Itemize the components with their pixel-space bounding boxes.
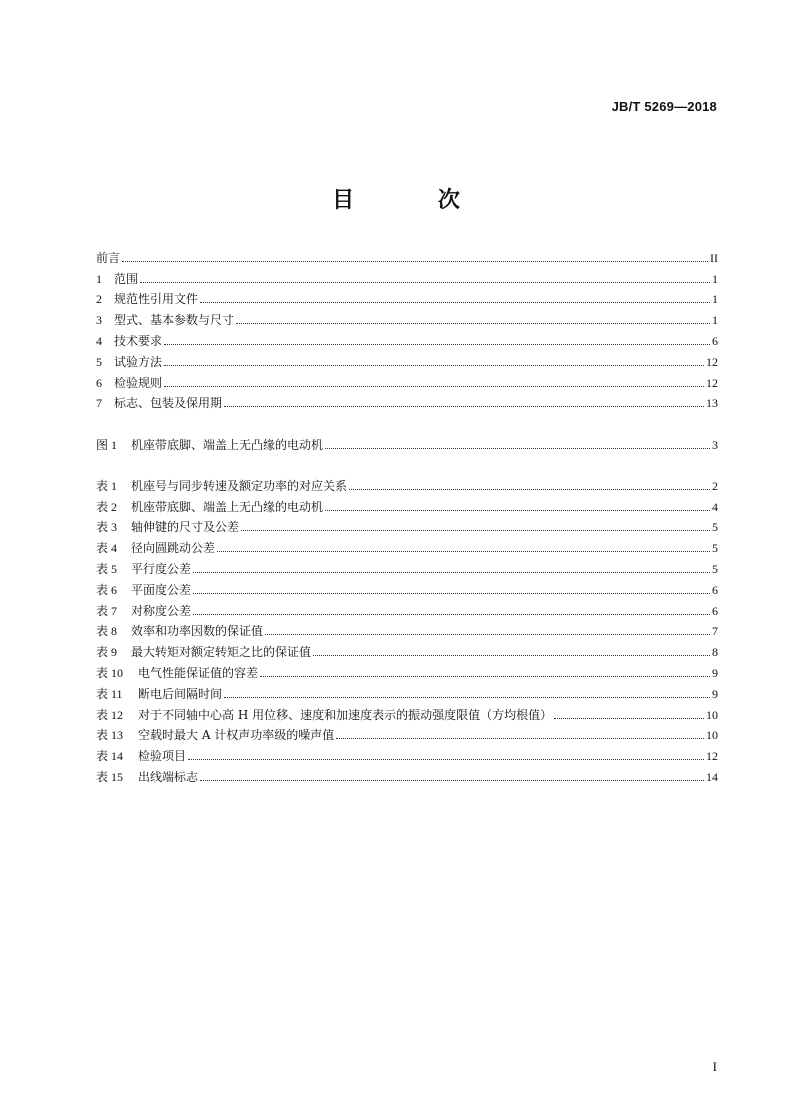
toc-entry-number: 6	[96, 375, 102, 390]
toc-entry-page: 12	[706, 354, 718, 369]
toc-entry-page: 8	[712, 645, 718, 660]
toc-entry-label: 检验项目	[138, 749, 187, 764]
toc-entry-page: 2	[712, 478, 718, 493]
toc-entry-page: 1	[712, 313, 718, 328]
toc-table-row[interactable]	[96, 514, 718, 535]
toc-table-row[interactable]	[96, 680, 718, 701]
toc-entry-number: 表 7	[96, 603, 118, 618]
toc-section-row[interactable]	[96, 244, 718, 265]
toc-entry-number: 2	[96, 292, 102, 307]
toc-entry-page: 6	[712, 603, 718, 618]
toc-section-row[interactable]	[96, 348, 718, 369]
toc-entry-page: 14	[706, 769, 718, 784]
toc-entry-page: 13	[706, 396, 718, 411]
toc-entry-page: 7	[712, 624, 718, 639]
toc-figure-row[interactable]	[96, 431, 718, 452]
toc-section-row[interactable]	[96, 265, 718, 286]
toc-entry-number: 图 1	[96, 437, 118, 452]
document-code: JB/T 5269—2018	[611, 99, 717, 114]
toc-entry-label: 机座号与同步转速及额定功率的对应关系	[131, 478, 348, 493]
toc-table-row[interactable]	[96, 742, 718, 763]
toc-entry-label: 空载时最大 A 计权声功率级的噪声值	[138, 728, 335, 743]
page-title: 目 次	[332, 187, 498, 213]
toc-table-row[interactable]	[96, 472, 718, 493]
page-number: I	[712, 1059, 717, 1074]
toc-entry-page: 5	[712, 520, 718, 535]
toc-entry-number: 表 11	[96, 686, 123, 701]
toc-entry-number: 表 3	[96, 520, 118, 535]
toc-table-row[interactable]	[96, 555, 718, 576]
toc-entry-page: 10	[706, 728, 718, 743]
dot-leader	[224, 406, 704, 407]
toc-entry-number: 表 13	[96, 728, 124, 743]
dot-leader	[349, 489, 710, 490]
toc-entry-number: 表 10	[96, 665, 124, 680]
toc-entry-label: 平面度公差	[131, 582, 192, 597]
toc-entry-label: 试验方法	[114, 354, 163, 369]
toc-entry-number: 表 9	[96, 645, 118, 660]
dot-leader	[554, 718, 704, 719]
toc-sections	[96, 244, 718, 410]
toc-entry-number: 表 1	[96, 478, 118, 493]
toc-table-row[interactable]	[96, 493, 718, 514]
dot-leader	[325, 448, 710, 449]
dot-leader	[217, 551, 710, 552]
toc-entry-number: 表 12	[96, 707, 124, 722]
toc-entry-page: 10	[706, 707, 718, 722]
dot-leader	[325, 510, 710, 511]
toc-entry-number: 表 15	[96, 769, 124, 784]
dot-leader	[164, 344, 710, 345]
dot-leader	[193, 593, 710, 594]
toc-entry-label: 检验规则	[114, 375, 163, 390]
toc-entry-page: 6	[712, 582, 718, 597]
toc-entry-label: 最大转矩对额定转矩之比的保证值	[131, 645, 312, 660]
toc-entry-number: 表 2	[96, 499, 118, 514]
toc-entry-number: 7	[96, 396, 102, 411]
toc-section-row[interactable]	[96, 306, 718, 327]
toc-entry-label: 型式、基本参数与尺寸	[114, 313, 235, 328]
toc-entry-label: 断电后间隔时间	[138, 686, 223, 701]
toc-table-row[interactable]	[96, 722, 718, 743]
dot-leader	[336, 738, 704, 739]
toc-entry-label: 机座带底脚、端盖上无凸缘的电动机	[131, 499, 324, 514]
toc-entry-label: 出线端标志	[138, 769, 199, 784]
dot-leader	[241, 530, 710, 531]
dot-leader	[164, 365, 704, 366]
toc-entry-label: 径向圆跳动公差	[131, 541, 216, 556]
toc-entry-label: 范围	[114, 271, 139, 286]
toc-entry-page: 5	[712, 561, 718, 576]
toc-entry-number: 表 14	[96, 749, 124, 764]
toc-entry-number: 4	[96, 333, 102, 348]
toc-entry-page: 9	[712, 686, 718, 701]
toc-entry-label: 电气性能保证值的容差	[138, 665, 259, 680]
toc-entry-number: 5	[96, 354, 102, 369]
toc-entry-label: 前言	[96, 250, 121, 265]
toc-table-row[interactable]	[96, 618, 718, 639]
dot-leader	[260, 676, 710, 677]
dot-leader	[224, 697, 710, 698]
toc-table-row[interactable]	[96, 763, 718, 784]
toc-entry-label: 轴伸键的尺寸及公差	[131, 520, 240, 535]
dot-leader	[164, 386, 704, 387]
toc-entry-page: 6	[712, 333, 718, 348]
toc-section-row[interactable]	[96, 286, 718, 307]
toc-table-row[interactable]	[96, 534, 718, 555]
toc-entry-page: 1	[712, 271, 718, 286]
dot-leader	[188, 759, 704, 760]
dot-leader	[200, 780, 704, 781]
toc-section-row[interactable]	[96, 390, 718, 411]
toc-section-row[interactable]	[96, 369, 718, 390]
dot-leader	[265, 634, 710, 635]
dot-leader	[122, 261, 708, 262]
toc-entry-label: 对称度公差	[131, 603, 192, 618]
toc-entry-page: 3	[712, 437, 718, 452]
dot-leader	[193, 614, 710, 615]
dot-leader	[193, 572, 710, 573]
toc-entry-label: 对于不同轴中心高 H 用位移、速度和加速度表示的振动强度限值（方均根值）	[138, 707, 553, 722]
toc-entry-page: 1	[712, 292, 718, 307]
dot-leader	[236, 323, 710, 324]
dot-leader	[200, 302, 710, 303]
toc-entry-page: II	[710, 250, 718, 265]
toc-table-row[interactable]	[96, 638, 718, 659]
toc-figures	[96, 431, 718, 452]
dot-leader	[313, 655, 710, 656]
toc-entry-label: 机座带底脚、端盖上无凸缘的电动机	[131, 437, 324, 452]
toc-entry-number: 表 4	[96, 541, 118, 556]
toc-entry-label: 平行度公差	[131, 561, 192, 576]
toc-entry-number: 表 6	[96, 582, 118, 597]
toc-entry-page: 12	[706, 749, 718, 764]
toc-entry-label: 标志、包装及保用期	[114, 396, 223, 411]
toc-section-row[interactable]	[96, 327, 718, 348]
toc-entry-number: 1	[96, 271, 102, 286]
toc-entry-label: 规范性引用文件	[114, 292, 199, 307]
toc-table-row[interactable]	[96, 659, 718, 680]
toc-entry-label: 技术要求	[114, 333, 163, 348]
toc-table-row[interactable]	[96, 701, 718, 722]
toc-entry-label: 效率和功率因数的保证值	[131, 624, 264, 639]
toc-entry-page: 4	[712, 499, 718, 514]
dot-leader	[140, 282, 710, 283]
toc-entry-number: 表 5	[96, 561, 118, 576]
toc-entry-number: 表 8	[96, 624, 118, 639]
toc-entry-page: 12	[706, 375, 718, 390]
toc-table-row[interactable]	[96, 576, 718, 597]
toc-tables	[96, 472, 718, 784]
toc-table-row[interactable]	[96, 597, 718, 618]
toc-entry-page: 9	[712, 665, 718, 680]
toc-entry-page: 5	[712, 541, 718, 556]
toc-entry-number: 3	[96, 313, 102, 328]
